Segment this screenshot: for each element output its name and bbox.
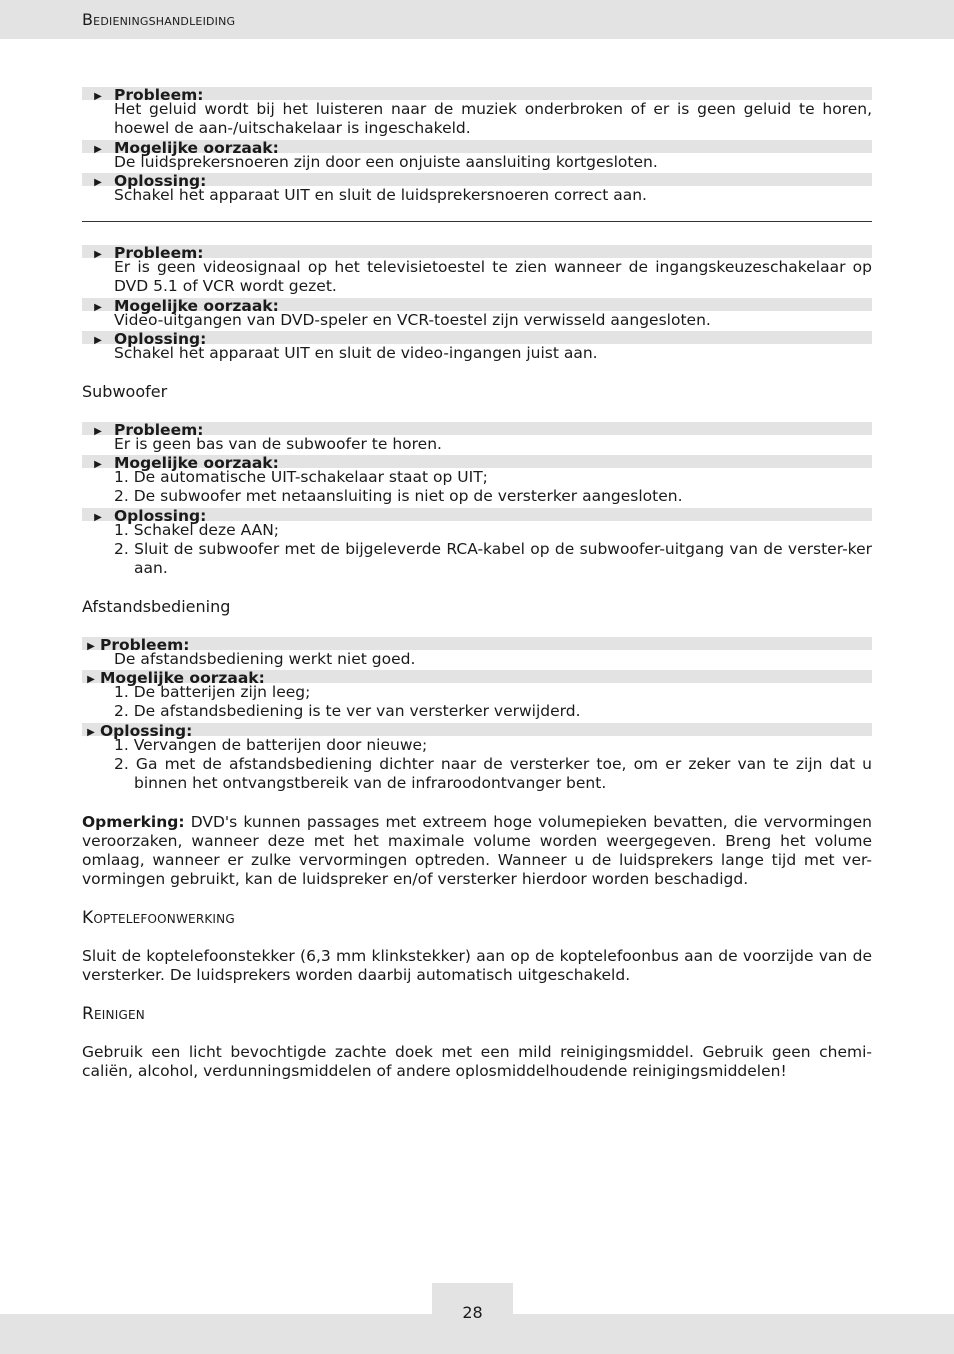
triangle-right-icon: ▶: [87, 726, 95, 738]
spacer: [82, 928, 872, 947]
list-item: 1. Vervangen de batterijen door nieuwe;: [114, 735, 428, 754]
triangle-right-icon: ▶: [94, 176, 102, 188]
section-title-cleaning: Reinigen: [82, 1003, 145, 1024]
triangle-right-icon: ▶: [94, 511, 102, 523]
problem-label-bar: ▶ Probleem:: [82, 637, 872, 650]
cleaning-paragraph: Gebruik een licht bevochtigde zachte doek met een mild reinigingsmiddel. Gebruik geen chemi-caliën, alcohol, verdunningsmiddelen of andere oplosmiddelhoudende reinigingsmiddelen!: [82, 1042, 872, 1081]
problem-text: De afstandsbediening werkt niet goed.: [114, 649, 416, 668]
list-item: 2. Sluit de subwoofer met de bijgeleverde RCA-kabel op de subwoofer-uitgang van de verster-ker aan.: [114, 539, 872, 578]
trouble-block: [82, 422, 872, 579]
solution-label-bar: ▶ Oplossing:: [82, 723, 872, 736]
list-item: 2. De subwoofer met netaansluiting is niet op de versterker aangesloten.: [114, 487, 683, 506]
trouble-block: [82, 245, 872, 363]
solution-text: Schakel het apparaat UIT en sluit de luidsprekersnoeren correct aan.: [114, 185, 647, 204]
triangle-right-icon: ▶: [94, 425, 102, 437]
list-item: 1. De batterijen zijn leeg;: [114, 683, 311, 702]
cause-label-bar: ▶ Mogelijke oorzaak:: [82, 298, 872, 311]
solution-label-bar: ▶ Oplossing:: [82, 173, 872, 186]
list-item: 1. De automatische UIT-schakelaar staat op UIT;: [114, 467, 488, 486]
solution-label-bar: ▶ Oplossing:: [82, 331, 872, 344]
triangle-right-icon: ▶: [94, 143, 102, 155]
spacer: [82, 617, 872, 636]
problem-text: Het geluid wordt bij het luisteren naar de muziek onderbroken of er is geen geluid te horen, hoewel de aan-/uitschakelaar is ingeschakeld.: [114, 100, 872, 138]
triangle-right-icon: ▶: [87, 674, 95, 686]
list-item: 1. Schakel deze AAN;: [114, 520, 280, 539]
section-title-headphones: Koptelefoonwerking: [82, 907, 235, 928]
spacer: [82, 794, 872, 813]
triangle-right-icon: ▶: [94, 335, 102, 347]
spacer: [82, 363, 872, 382]
problem-label-bar: ▶ Probleem:: [82, 245, 872, 258]
spacer: [82, 402, 872, 421]
triangle-right-icon: ▶: [87, 640, 95, 652]
note-text: DVD's kunnen passages met extreem hoge volumepieken bevatten, die vervormingen veroorzaken, wanneer deze met het maximale volume worden weergegeven. Breng het volume omlaag, wanneer er zulke vervormingen optreden. Wanneer u de luidsprekers lange tijd met ver-vormingen gebruikt, kan de luidspreker en/of versterker hierdoor worden beschadigd.: [82, 812, 872, 889]
trouble-block: [82, 637, 872, 794]
spacer: [82, 1024, 872, 1043]
solution-text: Schakel het apparaat UIT en sluit de video-ingangen juist aan.: [114, 344, 598, 363]
cause-label-bar: ▶ Mogelijke oorzaak:: [82, 140, 872, 153]
headphones-paragraph: Sluit de koptelefoonstekker (6,3 mm klinkstekker) aan op de koptelefoonbus aan de voorzijde van de versterker. De luidsprekers worden daarbij automatisch uitgeschakeld.: [82, 947, 872, 985]
cause-text: Video-uitgangen van DVD-speler en VCR-toestel zijn verwisseld aangesloten.: [114, 310, 711, 329]
section-title-subwoofer: Subwoofer: [82, 382, 168, 402]
divider: [82, 221, 872, 222]
cause-label-bar: ▶ Mogelijke oorzaak:: [82, 670, 872, 683]
spacer: [82, 578, 872, 597]
solution-label-bar: ▶ Oplossing:: [82, 508, 872, 521]
triangle-right-icon: ▶: [94, 249, 102, 261]
problem-label-bar: ▶ Probleem:: [82, 422, 872, 435]
cause-text: De luidsprekersnoeren zijn door een onjuiste aansluiting kortgesloten.: [114, 152, 658, 171]
problem-label-bar: ▶ Probleem:: [82, 87, 872, 100]
page-header-title: Bedieningshandleiding: [82, 10, 236, 29]
triangle-right-icon: ▶: [94, 91, 102, 102]
note-label: Opmerking:: [82, 812, 185, 831]
list-item: 2. Ga met de afstandsbediening dichter naar de versterker toe, om er zeker van te zijn dat u binnen het ontvangstbereik van de infraroodontvanger bent.: [114, 754, 872, 793]
problem-text: Er is geen videosignaal op het televisietoestel te zien wanneer de ingangskeuzeschakelaar op DVD 5.1 of VCR wordt gezet.: [114, 258, 872, 296]
spacer: [82, 986, 872, 1005]
page-number: 28: [432, 1283, 513, 1323]
section-title-remote: Afstandsbediening: [82, 597, 231, 617]
problem-text: Er is geen bas van de subwoofer te horen.: [114, 434, 442, 453]
triangle-right-icon: ▶: [94, 301, 102, 313]
triangle-right-icon: ▶: [94, 458, 102, 470]
page-content: [82, 86, 872, 1082]
trouble-block: [82, 87, 872, 205]
list-item: 2. De afstandsbediening is te ver van versterker verwijderd.: [114, 702, 581, 721]
spacer: [82, 890, 872, 909]
note-paragraph: [82, 813, 872, 890]
cause-label-bar: ▶ Mogelijke oorzaak:: [82, 455, 872, 468]
